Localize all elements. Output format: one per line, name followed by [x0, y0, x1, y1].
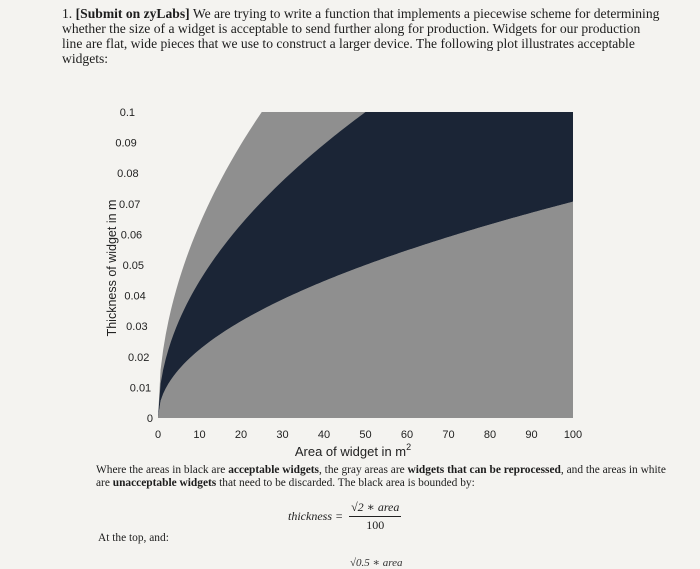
y-tick-label: 0.02: [127, 351, 150, 364]
y-tick-label: 0.01: [129, 382, 152, 395]
x-axis-ticks: [155, 429, 582, 441]
x-tick-label: 50: [359, 429, 372, 441]
at-top-text: At the top, and:: [98, 532, 169, 544]
y-tick-label: 0.06: [120, 229, 143, 242]
problem-lead: [Submit on zyLabs]: [75, 6, 190, 21]
y-tick-label: 0.05: [122, 260, 144, 272]
x-tick-label: 60: [400, 429, 414, 441]
x-tick-label: 40: [317, 429, 331, 441]
formula-numerator: √2 ∗ area: [349, 500, 401, 517]
upper-bound-formula: [288, 500, 401, 533]
problem-number: 1.: [62, 6, 73, 21]
x-tick-label: 0: [154, 429, 162, 441]
y-tick-label: 0.1: [119, 107, 135, 119]
caption-bold-unacceptable: unacceptable widgets: [112, 477, 217, 489]
caption-text-3: , and the areas in white are: [96, 464, 666, 489]
x-axis-label: Area of widget in $m^2$: [294, 442, 412, 459]
caption-text-2: , the gray areas are: [318, 464, 408, 476]
caption-bold-reprocess: widgets that can be reprocessed: [407, 464, 561, 476]
x-tick-label: 20: [234, 429, 248, 441]
formula-lhs: thickness =: [288, 509, 344, 523]
x-tick-label: 30: [276, 429, 289, 441]
x-tick-label: 10: [193, 429, 206, 441]
y-tick-label: 0: [146, 413, 153, 425]
caption-bold-acceptable: acceptable widgets: [228, 464, 319, 476]
x-tick-label: 80: [483, 429, 497, 441]
y-tick-label: 0.09: [115, 137, 137, 150]
partial-formula: √0.5 ∗ area: [350, 557, 403, 569]
problem-text: We are trying to write a function that implements a piecewise scheme for determining whether the size of a widget is acceptable to send further along for production. Widgets for our production line are flat, wide pieces that we use to construct a larger device. The following plot illustrates acceptable widgets:: [62, 6, 660, 66]
x-tick-label: 70: [442, 429, 455, 441]
caption-text-1: Where the areas in black are: [96, 464, 229, 476]
x-tick-label: 100: [563, 429, 583, 441]
y-tick-label: 0.03: [126, 321, 148, 334]
formula-denominator: 100: [366, 518, 385, 532]
y-tick-label: 0.04: [124, 290, 146, 303]
caption-text-4: that need to be discarded. The black area is bounded by:: [216, 477, 475, 489]
x-tick-label: 90: [525, 429, 538, 441]
y-tick-label: 0.07: [118, 198, 141, 211]
chart-caption: [96, 464, 676, 490]
chart-regions: [158, 112, 573, 418]
y-axis-ticks: [115, 107, 153, 425]
y-tick-label: 0.08: [117, 168, 139, 181]
formula-fraction: [349, 500, 401, 533]
y-axis-label: Thickness of widget in m: [105, 199, 119, 337]
